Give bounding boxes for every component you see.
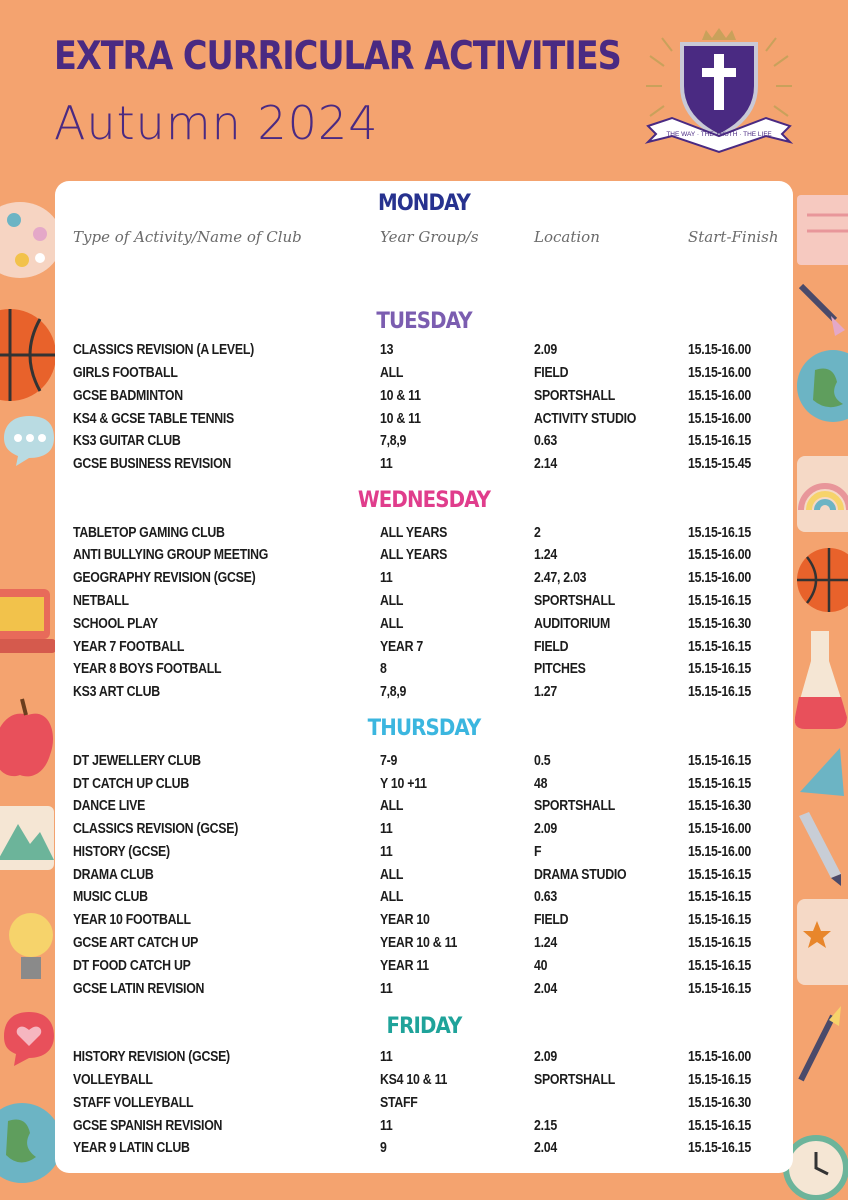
time-cell: 15.15-16.15 [688, 981, 751, 997]
location-cell: 2.04 [534, 1140, 557, 1156]
activity-cell: GCSE LATIN REVISION [73, 981, 205, 997]
year-cell: 13 [380, 342, 394, 358]
time-cell: 15.15-16.15 [688, 958, 751, 974]
time-cell: 15.15-16.00 [688, 547, 751, 563]
year-cell: YEAR 10 & 11 [380, 935, 458, 951]
table-row [55, 570, 793, 592]
table-row [55, 821, 793, 843]
time-cell: 15.15-16.00 [688, 342, 751, 358]
star-card-icon [793, 895, 848, 990]
year-cell: ALL [380, 867, 404, 883]
time-cell: 15.15-16.30 [688, 798, 751, 814]
day-heading-thursday: THURSDAY [367, 716, 481, 741]
location-cell: FIELD [534, 365, 569, 381]
table-row [55, 1140, 793, 1162]
time-cell: 15.15-16.15 [688, 912, 751, 928]
globe-icon [0, 1085, 62, 1200]
column-header-activity: Type of Activity/Name of Club [73, 228, 302, 246]
time-cell: 15.15-16.00 [688, 365, 751, 381]
page-title: EXTRA CURRICULAR ACTIVITIES [54, 34, 621, 79]
activity-cell: KS3 GUITAR CLUB [73, 433, 181, 449]
time-cell: 15.15-16.15 [688, 661, 751, 677]
table-row [55, 342, 793, 364]
column-header-location: Location [534, 228, 600, 246]
paint-palette-icon [0, 190, 60, 290]
table-row [55, 776, 793, 798]
activity-cell: MUSIC CLUB [73, 889, 148, 905]
location-cell: 2.47, 2.03 [534, 570, 587, 586]
table-row [55, 981, 793, 1003]
year-cell: 7,8,9 [380, 684, 407, 700]
year-cell: 7-9 [380, 753, 398, 769]
table-row [55, 889, 793, 911]
year-cell: ALL [380, 365, 404, 381]
location-cell: 0.63 [534, 433, 557, 449]
timetable-card [55, 181, 793, 1173]
speech-bubble-icon [4, 412, 54, 468]
year-cell: 10 & 11 [380, 388, 421, 404]
rainbow-card-icon [793, 450, 848, 540]
location-cell: 2.14 [534, 456, 557, 472]
table-row [55, 639, 793, 661]
activity-cell: CLASSICS REVISION (A LEVEL) [73, 342, 254, 358]
table-row [55, 684, 793, 706]
set-square-icon [796, 742, 848, 802]
activity-cell: GEOGRAPHY REVISION (GCSE) [73, 570, 256, 586]
table-row [55, 1118, 793, 1140]
activity-cell: TABLETOP GAMING CLUB [73, 525, 225, 541]
year-cell: ALL [380, 616, 404, 632]
table-row [55, 411, 793, 433]
location-cell: PITCHES [534, 661, 586, 677]
table-row [55, 365, 793, 387]
year-cell: YEAR 10 [380, 912, 430, 928]
year-cell: 9 [380, 1140, 387, 1156]
basketball-right-icon [793, 545, 848, 615]
activity-cell: GCSE BADMINTON [73, 388, 183, 404]
table-row [55, 1095, 793, 1117]
year-cell: KS4 10 & 11 [380, 1072, 448, 1088]
table-row [55, 616, 793, 638]
time-cell: 15.15-16.15 [688, 433, 751, 449]
activity-cell: YEAR 7 FOOTBALL [73, 639, 185, 655]
time-cell: 15.15-15.45 [688, 456, 751, 472]
pencil-icon [795, 810, 848, 890]
paintbrush-icon [795, 280, 848, 340]
table-row [55, 912, 793, 934]
time-cell: 15.15-16.30 [688, 616, 751, 632]
activity-cell: KS4 & GCSE TABLE TENNIS [73, 411, 235, 427]
location-cell: ACTIVITY STUDIO [534, 411, 637, 427]
location-cell: AUDITORIUM [534, 616, 610, 632]
year-cell: 11 [380, 570, 393, 586]
activity-cell: YEAR 10 FOOTBALL [73, 912, 191, 928]
location-cell: 2.09 [534, 1049, 557, 1065]
activity-cell: SCHOOL PLAY [73, 616, 158, 632]
cross-icon [714, 54, 724, 110]
table-row [55, 753, 793, 775]
year-cell: ALL YEARS [380, 525, 448, 541]
year-cell: 11 [380, 1049, 393, 1065]
activity-cell: GCSE SPANISH REVISION [73, 1118, 223, 1134]
location-cell: 1.24 [534, 547, 557, 563]
time-cell: 15.15-16.15 [688, 639, 751, 655]
location-cell: SPORTSHALL [534, 1072, 615, 1088]
activity-cell: NETBALL [73, 593, 129, 609]
activity-cell: GIRLS FOOTBALL [73, 365, 178, 381]
table-row [55, 935, 793, 957]
mountain-picture-icon [0, 800, 56, 876]
activity-cell: KS3 ART CLUB [73, 684, 160, 700]
location-cell: 2.09 [534, 342, 557, 358]
activity-cell: ANTI BULLYING GROUP MEETING [73, 547, 269, 563]
location-cell: 2.15 [534, 1118, 557, 1134]
time-cell: 15.15-16.00 [688, 388, 751, 404]
time-cell: 15.15-16.00 [688, 821, 751, 837]
year-cell: 11 [380, 844, 393, 860]
location-cell: SPORTSHALL [534, 388, 615, 404]
crest-banner-text: THE WAY · THE TRUTH · THE LIFE [666, 131, 772, 138]
day-heading-tuesday: TUESDAY [376, 309, 472, 334]
activity-cell: GCSE BUSINESS REVISION [73, 456, 232, 472]
time-cell: 15.15-16.00 [688, 844, 751, 860]
apple-icon [0, 695, 56, 785]
activity-cell: DT CATCH UP CLUB [73, 776, 189, 792]
time-cell: 15.15-16.00 [688, 411, 751, 427]
location-cell: FIELD [534, 639, 569, 655]
day-heading-wednesday: WEDNESDAY [357, 488, 491, 513]
time-cell: 15.15-16.15 [688, 776, 751, 792]
day-heading-friday: FRIDAY [386, 1014, 462, 1039]
time-cell: 15.15-16.15 [688, 1118, 751, 1134]
activity-cell: YEAR 8 BOYS FOOTBALL [73, 661, 222, 677]
year-cell: YEAR 11 [380, 958, 429, 974]
time-cell: 15.15-16.15 [688, 889, 751, 905]
location-cell: 2.04 [534, 981, 557, 997]
location-cell: 0.5 [534, 753, 551, 769]
location-cell: 0.63 [534, 889, 557, 905]
location-cell: 2 [534, 525, 541, 541]
year-cell: STAFF [380, 1095, 418, 1111]
activity-cell: DRAMA CLUB [73, 867, 154, 883]
year-cell: YEAR 7 [380, 639, 424, 655]
activity-cell: DT JEWELLERY CLUB [73, 753, 201, 769]
table-row [55, 1072, 793, 1094]
year-cell: ALL [380, 889, 404, 905]
year-cell: 11 [380, 981, 393, 997]
table-row [55, 1049, 793, 1071]
column-header-year-group: Year Group/s [380, 228, 479, 246]
flask-icon [793, 625, 848, 735]
page-subtitle: Autumn 2024 [54, 96, 379, 150]
crown-icon [702, 28, 736, 40]
location-cell: SPORTSHALL [534, 798, 615, 814]
time-cell: 15.15-16.30 [688, 1095, 751, 1111]
laptop-icon [0, 585, 58, 665]
table-row [55, 958, 793, 980]
activity-cell: DANCE LIVE [73, 798, 146, 814]
time-cell: 15.15-16.15 [688, 1072, 751, 1088]
location-cell: 40 [534, 958, 548, 974]
year-cell: 11 [380, 821, 393, 837]
time-cell: 15.15-16.15 [688, 753, 751, 769]
table-row [55, 661, 793, 683]
lightbulb-icon [6, 905, 56, 995]
year-cell: Y 10 +11 [380, 776, 427, 792]
paintbrush-right-icon [793, 1000, 848, 1090]
activity-cell: YEAR 9 LATIN CLUB [73, 1140, 190, 1156]
table-row [55, 798, 793, 820]
activity-cell: STAFF VOLLEYBALL [73, 1095, 194, 1111]
table-row [55, 388, 793, 410]
location-cell: 48 [534, 776, 548, 792]
activity-cell: HISTORY (GCSE) [73, 844, 170, 860]
table-row [55, 433, 793, 455]
activity-cell: HISTORY REVISION (GCSE) [73, 1049, 230, 1065]
activity-cell: CLASSICS REVISION (GCSE) [73, 821, 239, 837]
year-cell: ALL [380, 593, 404, 609]
column-header-start-finish: Start-Finish [688, 228, 779, 246]
time-cell: 15.15-16.15 [688, 525, 751, 541]
year-cell: ALL YEARS [380, 547, 448, 563]
time-cell: 15.15-16.15 [688, 684, 751, 700]
table-row [55, 456, 793, 478]
time-cell: 15.15-16.00 [688, 1049, 751, 1065]
heart-bubble-icon [4, 1010, 54, 1066]
location-cell: DRAMA STUDIO [534, 867, 627, 883]
time-cell: 15.15-16.15 [688, 935, 751, 951]
location-cell: SPORTSHALL [534, 593, 615, 609]
table-row [55, 844, 793, 866]
year-cell: 7,8,9 [380, 433, 407, 449]
activity-cell: VOLLEYBALL [73, 1072, 153, 1088]
year-cell: 11 [380, 456, 393, 472]
year-cell: 8 [380, 661, 387, 677]
table-row [55, 593, 793, 615]
activity-cell: GCSE ART CATCH UP [73, 935, 199, 951]
globe-stand-icon [793, 340, 848, 440]
location-cell: 1.24 [534, 935, 557, 951]
basketball-icon [0, 305, 56, 405]
notebook-icon [793, 185, 848, 275]
school-crest-logo [642, 26, 796, 156]
day-heading-monday: MONDAY [378, 191, 470, 216]
table-row [55, 547, 793, 569]
location-cell: FIELD [534, 912, 569, 928]
year-cell: ALL [380, 798, 404, 814]
year-cell: 11 [380, 1118, 393, 1134]
location-cell: F [534, 844, 542, 860]
time-cell: 15.15-16.15 [688, 867, 751, 883]
time-cell: 15.15-16.00 [688, 570, 751, 586]
table-row [55, 525, 793, 547]
activity-cell: DT FOOD CATCH UP [73, 958, 191, 974]
location-cell: 1.27 [534, 684, 557, 700]
location-cell: 2.09 [534, 821, 557, 837]
table-row [55, 867, 793, 889]
time-cell: 15.15-16.15 [688, 1140, 751, 1156]
year-cell: 10 & 11 [380, 411, 421, 427]
time-cell: 15.15-16.15 [688, 593, 751, 609]
